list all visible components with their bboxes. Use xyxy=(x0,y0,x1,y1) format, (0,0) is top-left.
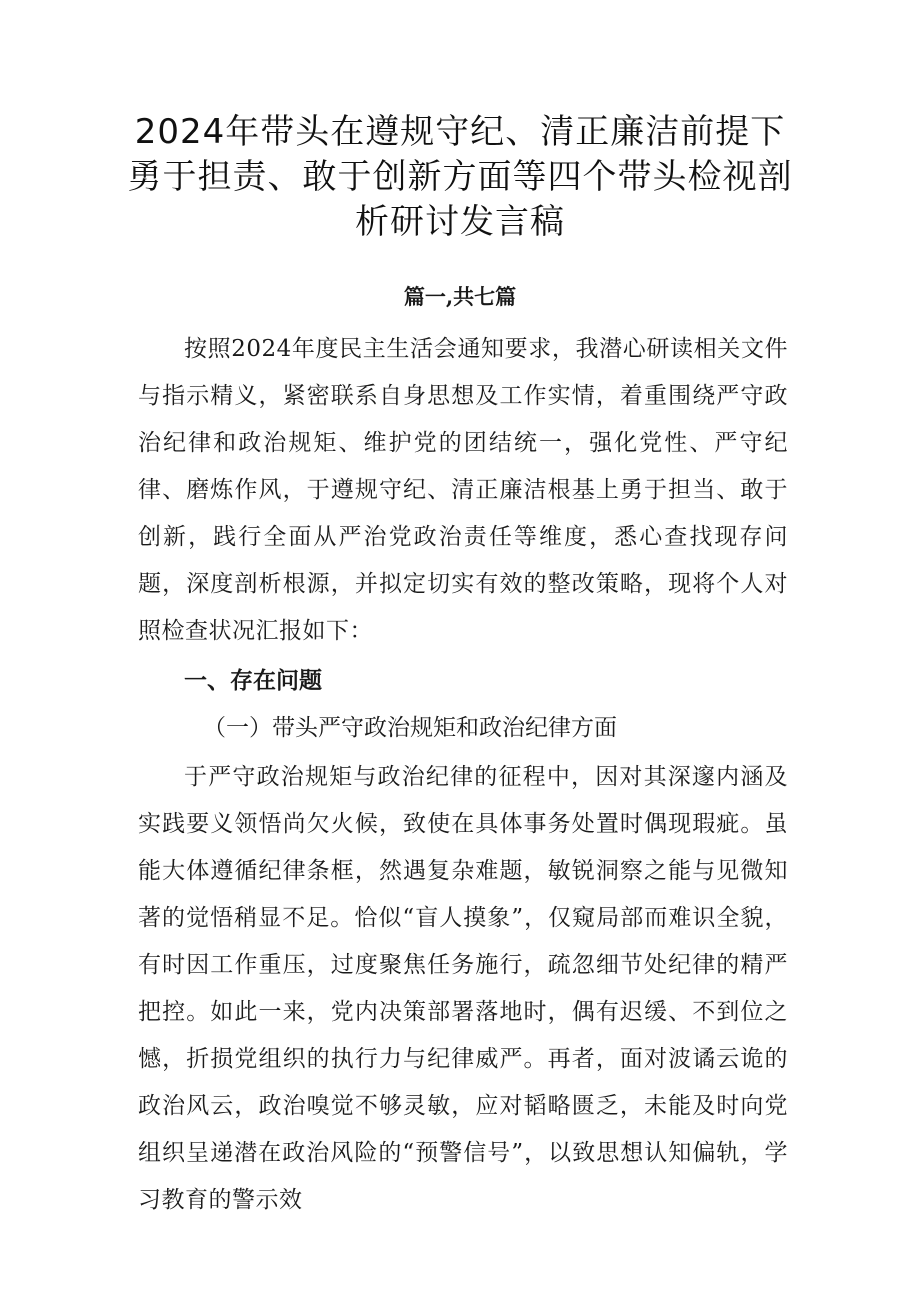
intro-paragraph: 按照2024年度民主生活会通知要求，我潜心研读相关文件与指示精义，紧密联系自身思想及工作实情，着重围绕严守政治纪律和政治规矩、维护党的团结统一，强化党性、严守纪律、磨炼作风，于遵规守纪、清正廉洁根基上勇于担当、敢于创新，践行全面从严治党政治责任等维度，悉心查找现存问题，深度剖析根源，并拟定切实有效的整改策略，现将个人对照检查状况汇报如下： xyxy=(138,336,788,644)
subsection-heading: （一）带头严守政治规矩和政治纪律方面 xyxy=(203,715,617,741)
section-heading: 一、存在问题 xyxy=(184,668,322,694)
document-title: 2024年带头在遵规守纪、清正廉洁前提下勇于担责、敢于创新方面等四个带头检视剖析研讨发言稿 xyxy=(127,112,793,242)
body-paragraph: 于严守政治规矩与政治纪律的征程中，因对其深邃内涵及实践要义领悟尚欠火候，致使在具体事务处置时偶现瑕疵。虽能大体遵循纪律条框，然遇复杂难题，敏锐洞察之能与见微知著的觉悟稍显不足。恰似“盲人摸象”，仅窥局部而难识全貌，有时因工作重压，过度聚焦任务施行，疏忽细节处纪律的精严把控。如此一来，党内决策部署落地时，偶有迟缓、不到位之憾，折损党组织的执行力与纪律威严。再者，面对波谲云诡的政治风云，政治嗅觉不够灵敏，应对韬略匮乏，未能及时向党组织呈递潜在政治风险的“预警信号”，以致思想认知偏轨，学习教育的警示效 xyxy=(138,764,788,1213)
document-subtitle: 篇一,共七篇 xyxy=(403,284,517,309)
